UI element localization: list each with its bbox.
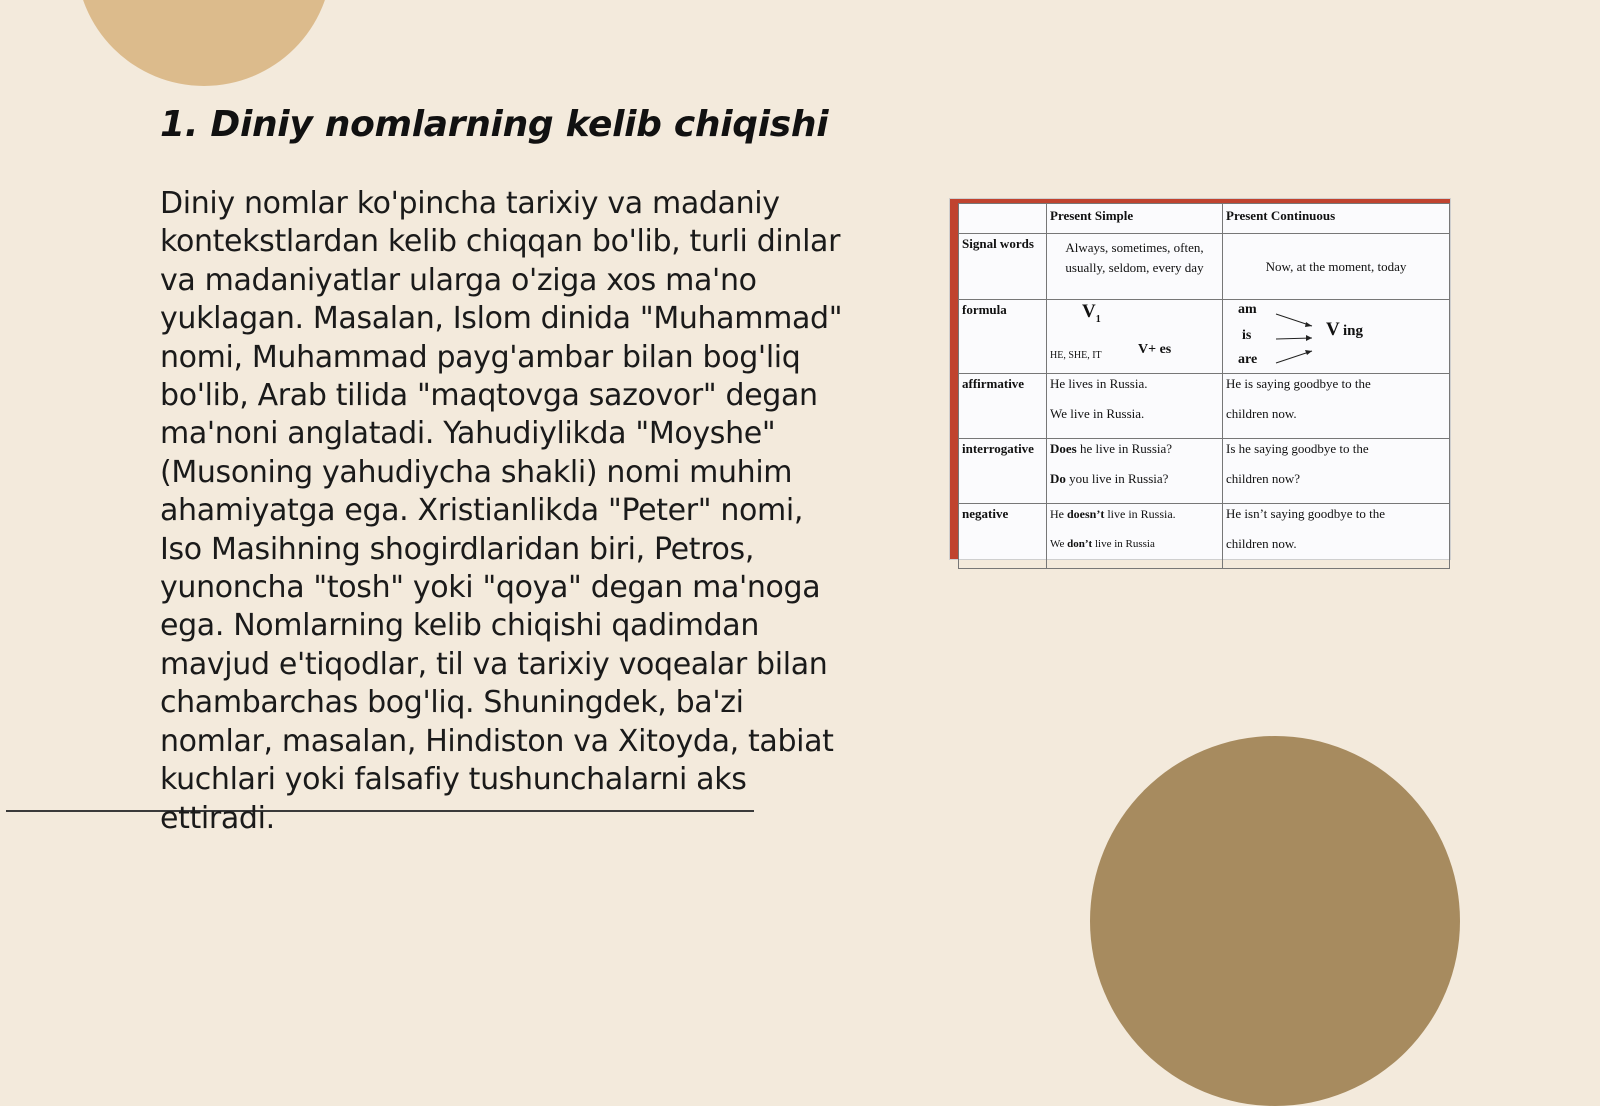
- affirmative-continuous-cell: [1223, 374, 1450, 439]
- formula-continuous-cell: [1223, 300, 1450, 374]
- negative-continuous-line: He isn’t saying goodbye to the: [1226, 506, 1385, 521]
- table-row-interrogative: [959, 439, 1450, 504]
- table-row-affirmative: [959, 374, 1450, 439]
- signal-simple-cell: Always, sometimes, often, usually, seldom, every day: [1047, 234, 1223, 300]
- grammar-table-image: [950, 199, 1450, 559]
- row-label-affirmative: affirmative: [959, 374, 1047, 439]
- slide-body-text: Diniy nomlar ko'pincha tarixiy va madaniy kontekstlardan kelib chiqqan bo'lib, turli dinlar va madaniyatlar ularga o'ziga xos ma'no yuklagan. Masalan, Islom dinida "Muhammad" nomi, Muhammad payg'ambar bilan bog'liq bo'lib, Arab tilida "maqtovga sazovor" degan ma'noni anglatadi. Yahudiylikda "Moyshe" (Musoning yahudiycha shakli) nomi muhim ahamiyatga ega. Xristianlikda "Peter" nomi, Iso Masihning shogirdlaridan biri, Petros, yunoncha "tosh" yoki "qoya" degan ma'noga ega. Nomlarning kelib chiqishi qadimdan mavjud e'tiqodlar, til va tarixiy voqealar bilan chambarchas bog'liq. Shuningdek, ba'zi nomlar, masalan, Hindiston va Xitoyda, tabiat kuchlari yoki falsafiy tushunchalarni aks ettiradi.: [160, 186, 843, 836]
- row-label-negative: negative: [959, 504, 1047, 569]
- table-row-signal-words: [959, 234, 1450, 300]
- table-row-formula: [959, 300, 1450, 374]
- formula-v-es: V+ es: [1138, 342, 1172, 357]
- interrogative-simple-cell: [1047, 439, 1223, 504]
- affirmative-continuous-line: children now.: [1226, 406, 1297, 421]
- formula-v-ing: V ing: [1326, 319, 1363, 340]
- decorative-circle-bottom: [1090, 736, 1460, 1106]
- negative-continuous-cell: [1223, 504, 1450, 569]
- decorative-circle-top: [76, 0, 332, 86]
- formula-is: is: [1242, 328, 1252, 343]
- formula-am: am: [1238, 302, 1257, 317]
- formula-simple-cell: [1047, 300, 1223, 374]
- header-present-continuous: Present Continuous: [1223, 204, 1450, 234]
- negative-simple-cell: [1047, 504, 1223, 569]
- interrogative-continuous-line: children now?: [1226, 471, 1301, 486]
- interrogative-simple-line: Does he live in Russia?: [1050, 441, 1173, 456]
- header-present-simple: Present Simple: [1047, 204, 1223, 234]
- interrogative-continuous-cell: [1223, 439, 1450, 504]
- formula-arrows-icon: [1262, 310, 1322, 366]
- formula-are: are: [1238, 352, 1258, 367]
- row-label-formula: formula: [959, 300, 1047, 374]
- affirmative-simple-line: We live in Russia.: [1050, 406, 1145, 421]
- table-header-row: [959, 204, 1450, 234]
- row-label-interrogative: interrogative: [959, 439, 1047, 504]
- affirmative-continuous-line: He is saying goodbye to the: [1226, 376, 1371, 391]
- formula-subjects: HE, SHE, IT: [1050, 350, 1102, 361]
- tense-table: [958, 203, 1450, 569]
- interrogative-simple-line: Do you live in Russia?: [1050, 471, 1169, 486]
- negative-simple-line: We don’t live in Russia: [1050, 538, 1155, 550]
- formula-v1: $V_1$: [1082, 301, 1101, 325]
- negative-continuous-line: children now.: [1226, 536, 1297, 551]
- affirmative-simple-cell: [1047, 374, 1223, 439]
- header-empty-cell: [959, 204, 1047, 234]
- slide-title: 1. Diniy nomlarning kelib chiqishi: [160, 104, 829, 145]
- row-label-signal-words: Signal words: [959, 234, 1047, 300]
- table-row-negative: [959, 504, 1450, 569]
- interrogative-continuous-line: Is he saying goodbye to the: [1226, 441, 1369, 456]
- affirmative-simple-line: He lives in Russia.: [1050, 376, 1148, 391]
- negative-simple-line: He doesn’t live in Russia.: [1050, 507, 1176, 521]
- signal-continuous-cell: Now, at the moment, today: [1223, 234, 1450, 300]
